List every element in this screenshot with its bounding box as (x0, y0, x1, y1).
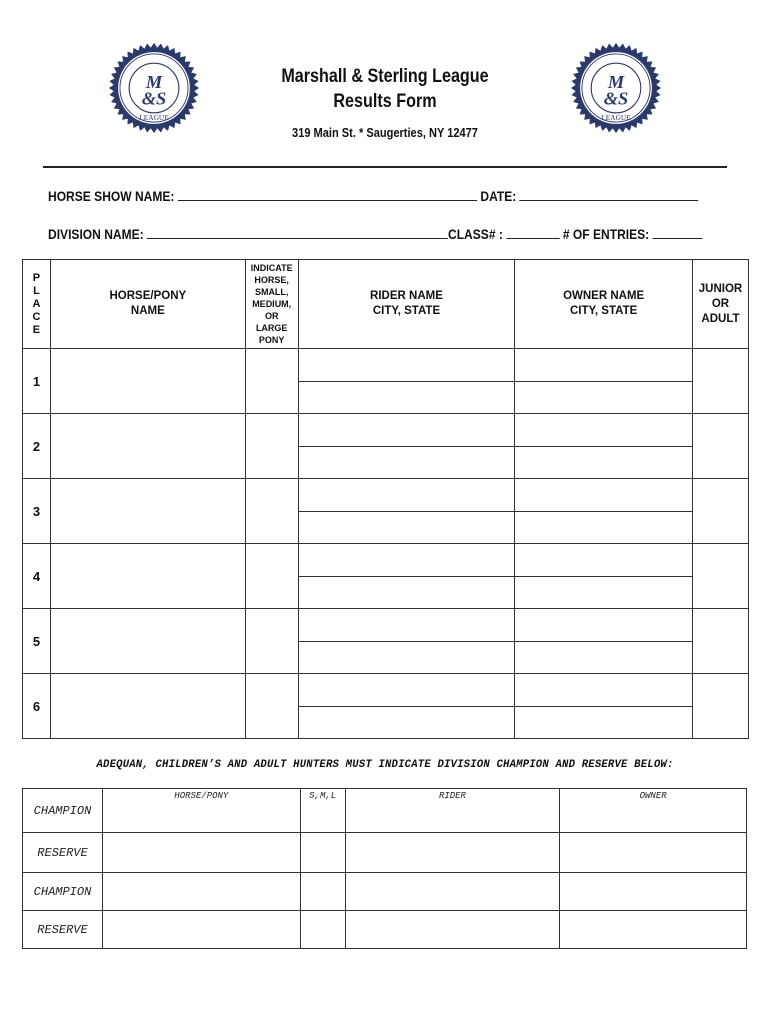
horse-pony-field[interactable] (102, 911, 300, 949)
junior-adult-cell[interactable] (692, 609, 748, 674)
league-seal-right-logo (570, 42, 662, 134)
rider-name-field[interactable] (299, 609, 515, 642)
col-horse-line: NAME (130, 305, 165, 317)
size-field[interactable] (300, 833, 345, 873)
svg-text:LEAGUE: LEAGUE (139, 113, 169, 123)
rider-field[interactable] (345, 789, 560, 833)
junior-adult-cell[interactable] (692, 349, 748, 414)
col-size-line: LARGE (255, 323, 288, 333)
result-row (23, 479, 749, 544)
place-number: 5 (23, 609, 51, 674)
size-cell[interactable] (245, 414, 298, 479)
owner-cell (515, 609, 693, 674)
owner-column-label: OWNER (639, 791, 667, 801)
horse-pony-column-label: HORSE/PONY (174, 791, 229, 801)
col-place-line: E (32, 323, 41, 336)
owner-name-field[interactable] (515, 674, 692, 707)
horse-pony-name-cell[interactable] (50, 479, 245, 544)
award-label: RESERVE (23, 833, 103, 873)
rider-name-column-header (298, 260, 515, 349)
owner-cell (515, 544, 693, 609)
champion-table (22, 788, 747, 949)
svg-text:&S: &S (603, 88, 629, 109)
col-size-line: INDICATE (250, 263, 293, 273)
col-owner-line: OWNER NAME (563, 290, 645, 302)
place-column-header (23, 260, 51, 349)
result-row (23, 609, 749, 674)
rider-cell (298, 544, 515, 609)
award-label: RESERVE (23, 911, 103, 949)
size-field[interactable] (300, 911, 345, 949)
col-horse-line: HORSE/PONY (109, 290, 187, 302)
col-age-line: JUNIOR (698, 282, 743, 295)
rider-name-field[interactable] (299, 544, 515, 577)
junior-adult-column-header (692, 260, 748, 349)
horse-pony-name-cell[interactable] (50, 609, 245, 674)
date-field[interactable] (520, 188, 699, 201)
result-row (23, 414, 749, 479)
results-header-row (23, 260, 749, 349)
horse-show-line (48, 188, 699, 204)
size-cell[interactable] (245, 609, 298, 674)
award-label: CHAMPION (23, 789, 103, 833)
owner-name-column-header (515, 260, 693, 349)
champion-row (23, 789, 747, 833)
owner-field[interactable] (560, 833, 747, 873)
owner-name-field[interactable] (515, 609, 692, 642)
horse-pony-name-cell[interactable] (50, 544, 245, 609)
rider-cell (298, 674, 515, 739)
form-title: Marshall & Sterling League (281, 66, 489, 87)
rider-city-state-field[interactable] (299, 707, 515, 739)
col-place-line: A (32, 297, 41, 310)
date-label: DATE: (480, 188, 517, 204)
owner-field[interactable] (560, 789, 747, 833)
owner-city-state-field[interactable] (515, 577, 692, 609)
size-column-label: S,M,L (309, 791, 337, 801)
owner-city-state-field[interactable] (515, 512, 692, 544)
champion-reserve-notice: ADEQUAN, CHILDREN’S AND ADULT HUNTERS MUST INDICATE DIVISION CHAMPION AND RESERVE BELOW: (96, 759, 674, 771)
horse-pony-field[interactable] (102, 789, 300, 833)
col-age-line: ADULT (701, 312, 740, 325)
col-age-line: OR (711, 297, 730, 310)
rider-city-state-field[interactable] (299, 382, 515, 414)
rider-city-state-field[interactable] (299, 512, 515, 544)
junior-adult-cell[interactable] (692, 674, 748, 739)
class-field[interactable] (506, 226, 559, 239)
col-place-line: C (32, 310, 41, 323)
division-line (48, 226, 702, 242)
champion-row (23, 833, 747, 873)
rider-cell (298, 479, 515, 544)
rider-cell (298, 349, 515, 414)
owner-city-state-field[interactable] (515, 642, 692, 674)
award-label: CHAMPION (23, 873, 103, 911)
rider-name-field[interactable] (299, 349, 515, 382)
owner-cell (515, 349, 693, 414)
horse-pony-name-column-header (50, 260, 245, 349)
size-cell[interactable] (245, 674, 298, 739)
rider-name-field[interactable] (299, 674, 515, 707)
owner-city-state-field[interactable] (515, 382, 692, 414)
size-cell[interactable] (245, 479, 298, 544)
results-table (22, 259, 749, 739)
owner-cell (515, 414, 693, 479)
result-row (23, 544, 749, 609)
col-size-line: HORSE, (254, 275, 289, 285)
entries-label: # OF ENTRIES: (562, 226, 650, 242)
owner-city-state-field[interactable] (515, 447, 692, 479)
owner-name-field[interactable] (515, 544, 692, 577)
col-size-line: PONY (258, 335, 285, 345)
horse-pony-field[interactable] (102, 833, 300, 873)
owner-cell (515, 479, 693, 544)
col-size-line: OR (264, 311, 279, 321)
svg-text:&S: &S (141, 88, 167, 109)
owner-name-field[interactable] (515, 414, 692, 447)
horse-show-name-label: HORSE SHOW NAME: (48, 188, 175, 204)
horse-pony-name-cell[interactable] (50, 414, 245, 479)
class-label: CLASS# : (448, 226, 503, 242)
size-field[interactable] (300, 873, 345, 911)
svg-text:M: M (145, 72, 163, 92)
svg-text:M: M (607, 72, 625, 92)
horse-pony-name-cell[interactable] (50, 674, 245, 739)
header-divider (43, 166, 727, 168)
junior-adult-cell[interactable] (692, 414, 748, 479)
col-size-line: SMALL, (254, 287, 289, 297)
rider-city-state-field[interactable] (299, 642, 515, 674)
place-number: 6 (23, 674, 51, 739)
owner-field[interactable] (560, 873, 747, 911)
division-name-field[interactable] (147, 226, 448, 239)
owner-name-field[interactable] (515, 349, 692, 382)
svg-text:LEAGUE: LEAGUE (601, 113, 631, 123)
size-field[interactable] (300, 789, 345, 833)
size-cell[interactable] (245, 349, 298, 414)
result-row (23, 674, 749, 739)
form-subtitle: Results Form (333, 91, 437, 112)
league-address: 319 Main St. * Saugerties, NY 12477 (292, 125, 478, 140)
rider-cell (298, 609, 515, 674)
rider-name-field[interactable] (299, 479, 515, 512)
league-seal-left-logo (108, 42, 200, 134)
horse-pony-field[interactable] (102, 873, 300, 911)
place-number: 3 (23, 479, 51, 544)
horse-pony-name-cell[interactable] (50, 349, 245, 414)
junior-adult-cell[interactable] (692, 544, 748, 609)
col-rider-line: CITY, STATE (372, 305, 441, 317)
entries-field[interactable] (653, 226, 703, 239)
champion-row (23, 911, 747, 949)
rider-city-state-field[interactable] (299, 577, 515, 609)
horse-show-name-field[interactable] (178, 188, 477, 201)
rider-field[interactable] (345, 833, 560, 873)
rider-name-field[interactable] (299, 414, 515, 447)
owner-name-field[interactable] (515, 479, 692, 512)
rider-cell (298, 414, 515, 479)
place-number: 2 (23, 414, 51, 479)
col-place-line: L (33, 284, 40, 297)
rider-city-state-field[interactable] (299, 447, 515, 479)
owner-field[interactable] (560, 911, 747, 949)
rider-field[interactable] (345, 873, 560, 911)
result-row (23, 349, 749, 414)
rider-column-label: RIDER (438, 791, 466, 801)
col-place-line: P (32, 271, 41, 284)
rider-field[interactable] (345, 911, 560, 949)
place-number: 4 (23, 544, 51, 609)
division-name-label: DIVISION NAME: (48, 226, 144, 242)
champion-row (23, 873, 747, 911)
size-column-header (245, 260, 298, 349)
size-cell[interactable] (245, 544, 298, 609)
col-size-line: MEDIUM, (252, 299, 292, 309)
owner-city-state-field[interactable] (515, 707, 692, 739)
col-rider-line: RIDER NAME (370, 290, 443, 302)
owner-cell (515, 674, 693, 739)
place-number: 1 (23, 349, 51, 414)
col-owner-line: CITY, STATE (569, 305, 638, 317)
junior-adult-cell[interactable] (692, 479, 748, 544)
